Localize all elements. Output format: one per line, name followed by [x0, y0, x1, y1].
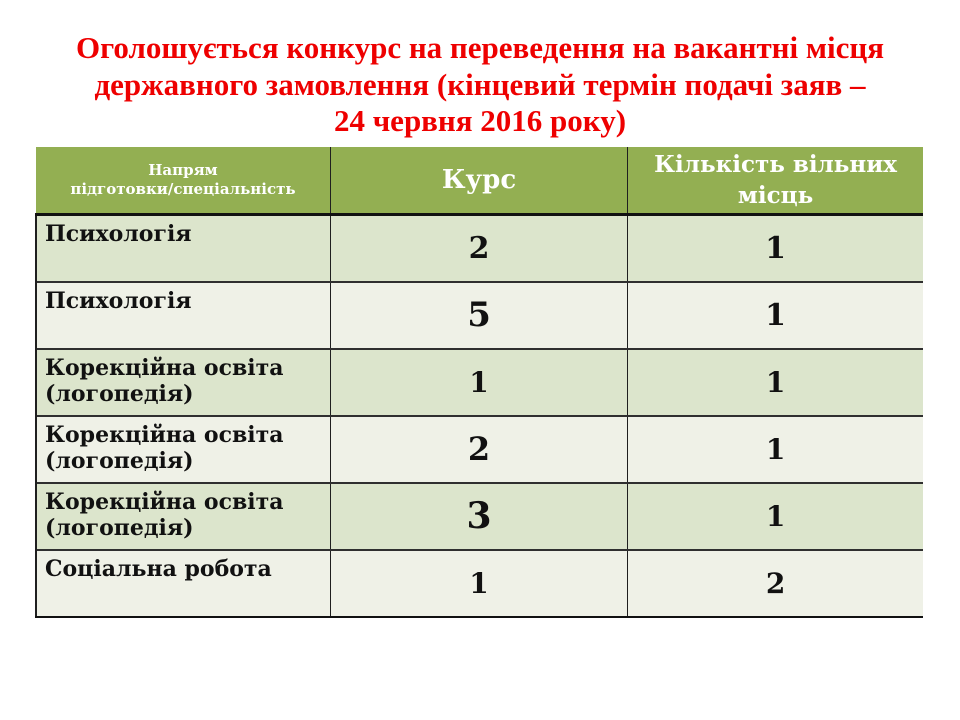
column-header-program-line-2: підготовки/спеціальність [70, 180, 296, 199]
column-header-program [36, 147, 330, 215]
course-cell: 2 [330, 215, 627, 282]
program-cell: Корекційна освіта (логопедія) [36, 349, 330, 416]
column-header-vacancies: Кількість вільних місць [628, 147, 923, 215]
program-cell: Корекційна освіта (логопедія) [36, 483, 330, 550]
table-row [36, 282, 923, 349]
slide-title-line-1: Оголошується конкурс на переведення на вакантні місця [75, 30, 885, 65]
vacancies-cell: 1 [628, 349, 923, 416]
table-row [36, 215, 923, 282]
program-cell: Корекційна освіта (логопедія) [36, 416, 330, 483]
table-row [36, 349, 923, 416]
column-header-course: Курс [330, 147, 627, 215]
course-cell: 2 [330, 416, 627, 483]
course-cell: 1 [330, 349, 627, 416]
program-cell: Психологія [36, 282, 330, 349]
vacancies-cell: 1 [628, 483, 923, 550]
course-cell: 5 [330, 282, 627, 349]
course-cell: 1 [330, 550, 627, 617]
vacancy-table [35, 147, 923, 618]
course-cell: 3 [330, 483, 627, 550]
program-cell: Психологія [36, 215, 330, 282]
slide-title-line-2: державного замовлення (кінцевий термін подачі заяв – [94, 66, 866, 102]
vacancies-cell: 2 [628, 550, 923, 617]
table-row [36, 483, 923, 550]
table-row [36, 550, 923, 617]
table-header-row [36, 147, 923, 215]
slide-title [0, 0, 960, 140]
column-header-program-line-1: Напрям [148, 161, 218, 180]
table-row [36, 416, 923, 483]
program-cell: Соціальна робота [36, 550, 330, 617]
slide-title-line-3: 24 червня 2016 року) [333, 103, 627, 139]
vacancies-cell: 1 [628, 215, 923, 282]
vacancies-cell: 1 [628, 282, 923, 349]
vacancies-cell: 1 [628, 416, 923, 483]
